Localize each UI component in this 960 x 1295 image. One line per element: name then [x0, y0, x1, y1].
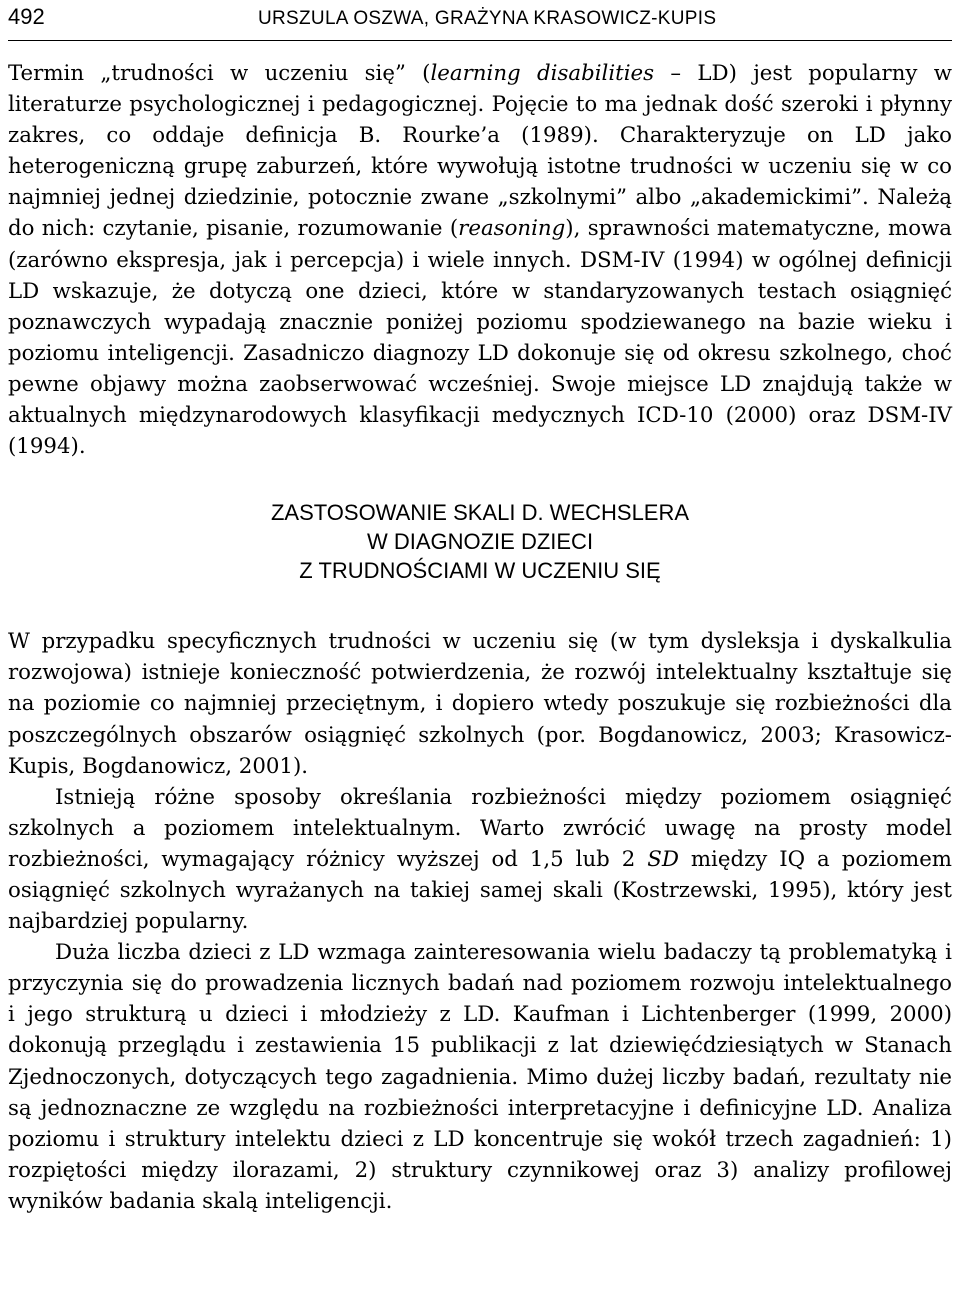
header-authors: URSZULA OSZWA, GRAŻYNA KRASOWICZ-KUPIS	[258, 8, 717, 29]
text-run: ), sprawności matematyczne, mowa (zarówno ekspresja, jak i percepcja) i wiele innych. DSM-IV (1994) w ogólnej definicji LD wskazuje, że dotyczą one dzieci, które w standaryzowanych testach osiągnięć poznawczych wypadają znacznie poniżej poziomu spodziewanego na bazie wieku i poziomu inteligencji. Zasadniczo diagnozy LD dokonuje się od okresu szkolnego, choć pewne objawy można zaobserwować wcześniej. Swoje miejsce LD znajdują także w aktualnych międzynarodowych klasyfikacji medycznych ICD-10 (2000) oraz DSM-IV (1994).	[8, 216, 952, 460]
term-learning-disabilities: learning disabilities	[430, 61, 655, 86]
term-reasoning: reasoning	[458, 216, 566, 242]
paragraph-discrepancy-model	[8, 782, 952, 937]
text-run: Istnieją różne sposoby określania rozbieżności między poziomem osiągnięć szkolnych a poziomem intelektualnym. Warto zwrócić uwagę na prosty model rozbieżności, wymagający różnicy wyższej od 1,5 lub 2	[8, 784, 952, 872]
section-heading	[8, 498, 952, 585]
term-sd: SD	[647, 846, 679, 872]
page-number: 492	[8, 4, 45, 29]
text-run: Termin „trudności w uczeniu się” (	[8, 61, 431, 86]
text-run: – LD) jest popularny w literaturze psychologicznej i pedagogicznej. Pojęcie to ma jednak dość szeroki i płynny zakres, co oddaje definicja B. Rourke’a (1989). Charakteryzuje on LD jako heterogeniczną grupę zaburzeń, które wywołują istotne trudności w uczeniu się w co najmniej jednej dziedzinie, potocznie zwane „szkolnymi” albo „akademickimi”. Należą do nich: czytanie, pisanie, rozumowanie (	[8, 61, 953, 242]
heading-line: Z TRUDNOŚCIAMI W UCZENIU SIĘ	[299, 558, 661, 584]
running-header	[8, 0, 952, 41]
paragraph-research-review: Duża liczba dzieci z LD wzmaga zainteresowania wielu badaczy tą problematyką i przyczynia się do prowadzenia licznych badań nad poziomem rozwoju intelektualnego i jego strukturą u dzieci i młodzieży z LD. Kaufman i Lichtenberger (1999, 2000) dokonują przeglądu i zestawienia 15 publikacji z lat dziewięćdziesiątych w Stanach Zjednoczonych, dotyczących tego zagadnienia. Mimo dużej liczby badań, rezultaty nie są jednoznaczne ze względu na rozbieżności interpretacyjne i definicyjne LD. Analiza poziomu i struktury intelektu dzieci z LD koncentruje się wokół trzech zagadnień: 1) rozpiętości między ilorazami, 2) struktury czynnikowej oraz 3) analizy profilowej wyników badania skalą inteligencji.	[8, 940, 952, 1214]
text-run: między IQ a poziomem osiągnięć szkolnych wyrażanych na takiej samej skali (Kostrzewski, 1995), który jest najbardziej popularny.	[8, 846, 952, 935]
paragraph-specific-difficulties: W przypadku specyficznych trudności w uczeniu się (w tym dysleksja i dyskalkulia rozwojowa) istnieje konieczność potwierdzenia, że rozwój intelektualny kształtuje się na poziomie co najmniej przeciętnym, i dopiero wtedy poszukuje się rozbieżności dla poszczególnych obszarów osiągnięć szkolnych (por. Bogdanowicz, 2003; Krasowicz-Kupis, Bogdanowicz, 2001).	[8, 629, 952, 779]
heading-line: W DIAGNOZIE DZIECI	[366, 529, 594, 555]
heading-line: ZASTOSOWANIE SKALI D. WECHSLERA	[270, 500, 690, 526]
paragraph-ld-definition	[8, 58, 952, 462]
